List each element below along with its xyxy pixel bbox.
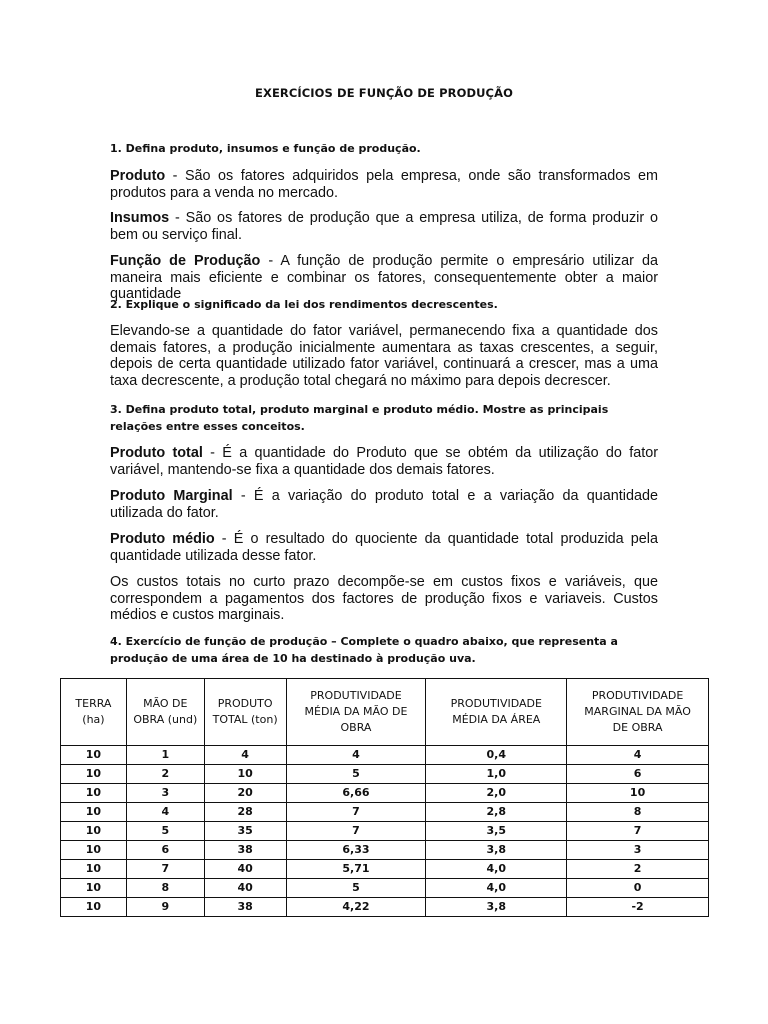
table-row	[61, 746, 709, 765]
cell-prod-marginal: 2	[567, 860, 709, 879]
term-insumos: Insumos	[110, 210, 170, 226]
cell-prod-media-area: 3,8	[426, 841, 567, 860]
answer-3-custos: Os custos totais no curto prazo decompõe-se em custos fixos e variáveis, que correspondem a pagamentos dos factores de produção fixos e variaveis. Custos médios e custos marginais.	[110, 574, 658, 624]
cell-terra: 10	[61, 898, 127, 917]
cell-mao-de-obra: 9	[126, 898, 204, 917]
question-4: 4. Exercício de função de produção – Complete o quadro abaixo, que representa a produção de uma área de 10 ha destinado à produção uva.	[110, 635, 618, 665]
cell-prod-media-mao: 5,71	[286, 860, 426, 879]
question-1: 1. Defina produto, insumos e função de produção.	[110, 142, 421, 155]
cell-prod-media-area: 4,0	[426, 860, 567, 879]
table-row	[61, 765, 709, 784]
table-row	[61, 879, 709, 898]
header-produtividade-marginal: PRODUTIVIDADE MARGINAL DA MÃO DE OBRA	[567, 679, 709, 746]
table-row	[61, 803, 709, 822]
answer-3-produto-marginal	[110, 488, 658, 521]
cell-prod-media-area: 1,0	[426, 765, 567, 784]
cell-prod-media-mao: 4	[286, 746, 426, 765]
header-produto-total: PRODUTO TOTAL (ton)	[204, 679, 286, 746]
cell-prod-media-area: 3,8	[426, 898, 567, 917]
table-row	[61, 860, 709, 879]
question-3: 3. Defina produto total, produto marginal e produto médio. Mostre as principais relações entre esses conceitos.	[110, 403, 609, 433]
cell-produto-total: 10	[204, 765, 286, 784]
cell-terra: 10	[61, 860, 127, 879]
table-row	[61, 841, 709, 860]
cell-produto-total: 4	[204, 746, 286, 765]
header-produtividade-media-mao-de-obra: PRODUTIVIDADE MÉDIA DA MÃO DE OBRA	[286, 679, 426, 746]
definition-insumos: - São os fatores de produção que a empresa utiliza, de forma produzir o bem ou serviço final.	[110, 210, 658, 243]
cell-prod-media-mao: 5	[286, 765, 426, 784]
table-row	[61, 784, 709, 803]
cell-prod-marginal: 3	[567, 841, 709, 860]
cell-mao-de-obra: 5	[126, 822, 204, 841]
cell-prod-media-area: 2,0	[426, 784, 567, 803]
cell-mao-de-obra: 3	[126, 784, 204, 803]
cell-mao-de-obra: 8	[126, 879, 204, 898]
cell-mao-de-obra: 7	[126, 860, 204, 879]
cell-mao-de-obra: 2	[126, 765, 204, 784]
cell-terra: 10	[61, 746, 127, 765]
cell-prod-media-mao: 6,33	[286, 841, 426, 860]
cell-prod-media-area: 0,4	[426, 746, 567, 765]
cell-mao-de-obra: 4	[126, 803, 204, 822]
cell-produto-total: 28	[204, 803, 286, 822]
definition-produto-medio: - É o resultado do quociente da quantidade total produzida pela quantidade utilizada desse fator.	[110, 531, 658, 564]
cell-prod-media-mao: 6,66	[286, 784, 426, 803]
cell-prod-marginal: 6	[567, 765, 709, 784]
cell-prod-media-area: 3,5	[426, 822, 567, 841]
cell-produto-total: 40	[204, 879, 286, 898]
cell-prod-marginal: 7	[567, 822, 709, 841]
term-produto: Produto	[110, 168, 166, 184]
cell-produto-total: 38	[204, 841, 286, 860]
table-row	[61, 822, 709, 841]
cell-prod-media-mao: 7	[286, 822, 426, 841]
cell-terra: 10	[61, 765, 127, 784]
answer-2: Elevando-se a quantidade do fator variável, permanecendo fixa a quantidade dos demais fatores, a produção inicialmente aumentara as taxas crescentes, a seguir, depois de certa quantidade utilizado fator variável, continuará a crescer, mas a uma taxa decrescente, a produção total chegará no máximo para depois decrescer.	[110, 323, 658, 389]
document-title: EXERCÍCIOS DE FUNÇÃO DE PRODUÇÃO	[255, 86, 513, 100]
cell-prod-media-area: 2,8	[426, 803, 567, 822]
term-produto-marginal: Produto Marginal	[110, 488, 233, 504]
definition-produto-marginal: - É a variação do produto total e a variação da quantidade utilizada do fator.	[110, 488, 658, 521]
definition-funcao-de-producao: - A função de produção permite o empresário utilizar da maneira mais eficiente e combinar os fatores, consequentemente obter a maior quantidade	[110, 253, 658, 303]
question-2: 2. Explique o significado da lei dos rendimentos decrescentes.	[110, 298, 498, 311]
cell-prod-marginal: 0	[567, 879, 709, 898]
cell-terra: 10	[61, 841, 127, 860]
cell-terra: 10	[61, 803, 127, 822]
cell-terra: 10	[61, 784, 127, 803]
term-produto-total: Produto total	[110, 445, 203, 461]
cell-mao-de-obra: 1	[126, 746, 204, 765]
cell-prod-marginal: 10	[567, 784, 709, 803]
cell-prod-marginal: 8	[567, 803, 709, 822]
header-mao-de-obra: MÃO DE OBRA (und)	[126, 679, 204, 746]
answer-1-produto	[110, 168, 658, 201]
cell-produto-total: 35	[204, 822, 286, 841]
production-table	[60, 678, 709, 917]
term-funcao-de-producao: Função de Produção	[110, 253, 261, 269]
table-row	[61, 898, 709, 917]
cell-prod-marginal: 4	[567, 746, 709, 765]
cell-produto-total: 38	[204, 898, 286, 917]
term-produto-medio: Produto médio	[110, 531, 215, 547]
cell-terra: 10	[61, 879, 127, 898]
cell-produto-total: 20	[204, 784, 286, 803]
cell-terra: 10	[61, 822, 127, 841]
cell-prod-media-mao: 7	[286, 803, 426, 822]
answer-3-produto-total	[110, 445, 658, 478]
cell-mao-de-obra: 6	[126, 841, 204, 860]
header-produtividade-media-area: PRODUTIVIDADE MÉDIA DA ÁREA	[426, 679, 567, 746]
definition-produto: - São os fatores adquiridos pela empresa, onde são transformados em produtos para a venda no mercado.	[110, 168, 658, 201]
cell-prod-media-mao: 5	[286, 879, 426, 898]
answer-1-insumos	[110, 210, 658, 243]
cell-prod-media-mao: 4,22	[286, 898, 426, 917]
header-terra: TERRA (ha)	[61, 679, 127, 746]
definition-produto-total: - É a quantidade do Produto que se obtém da utilização do fator variável, mantendo-se fixa a quantidade dos demais fatores.	[110, 445, 659, 478]
cell-produto-total: 40	[204, 860, 286, 879]
cell-prod-marginal: -2	[567, 898, 709, 917]
cell-prod-media-area: 4,0	[426, 879, 567, 898]
table-header-row	[61, 679, 709, 746]
answer-3-produto-medio	[110, 531, 658, 564]
